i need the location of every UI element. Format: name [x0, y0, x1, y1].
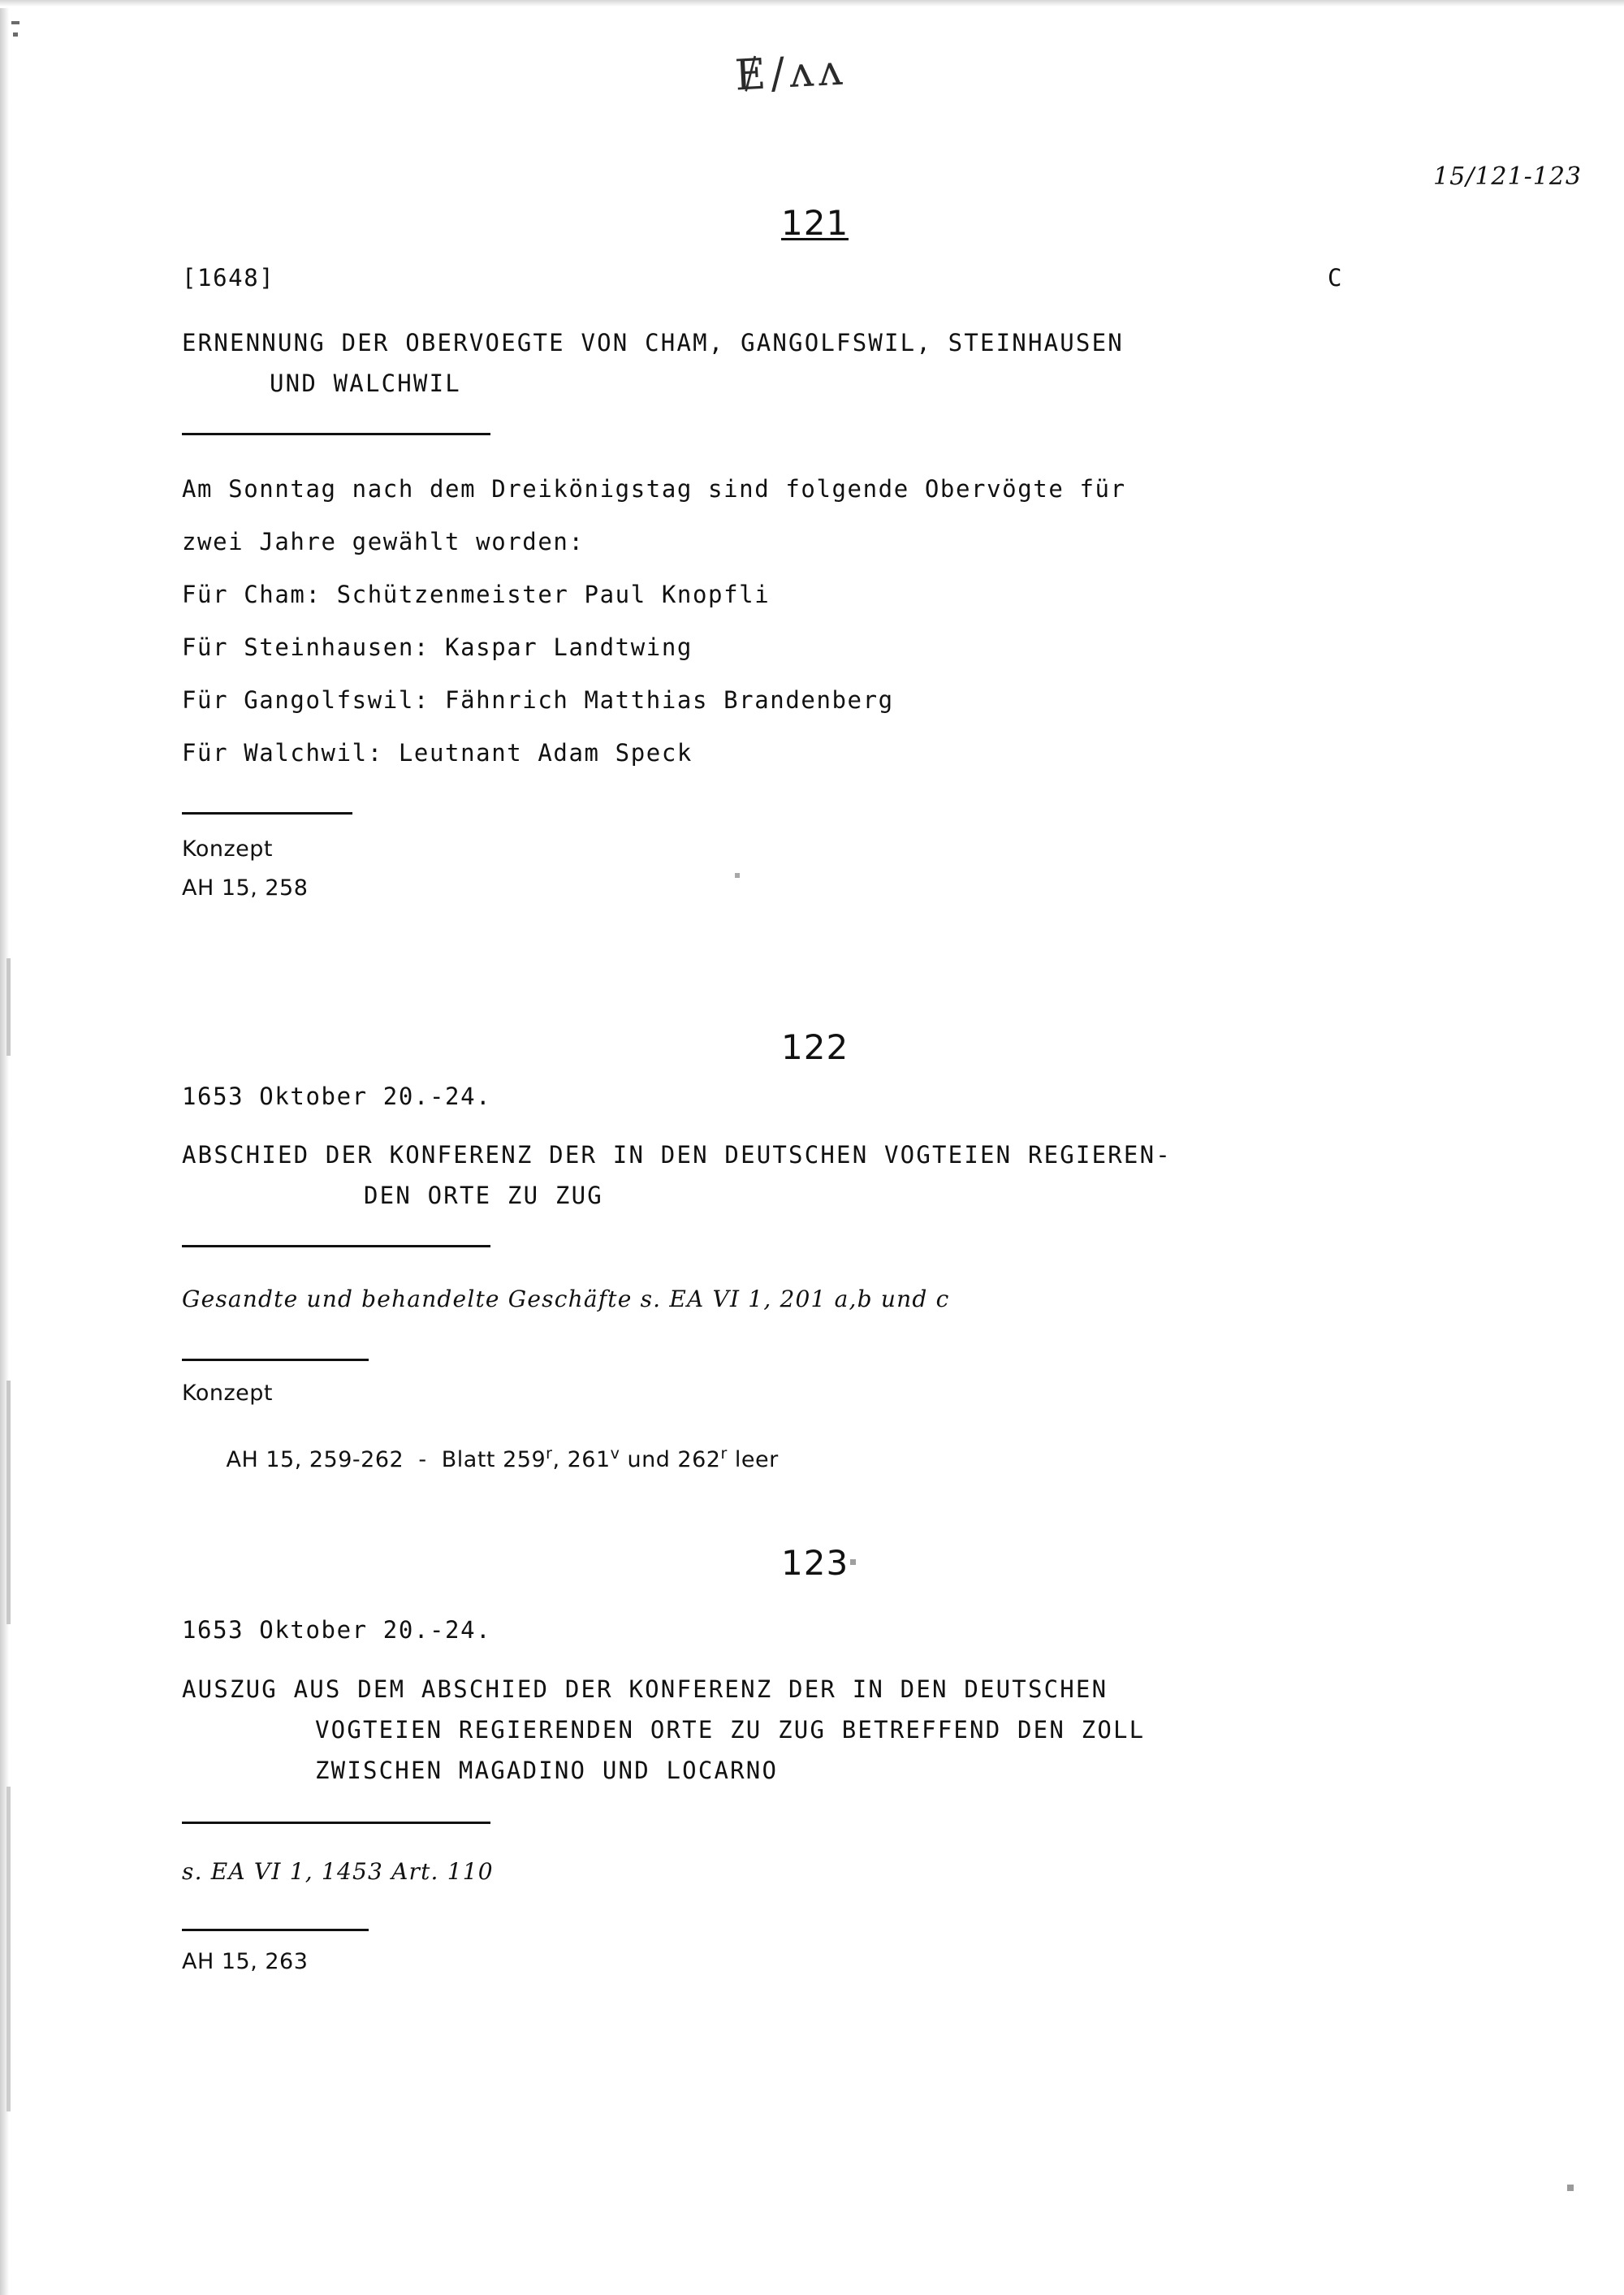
entry-123-title-line-3: ZWISCHEN MAGADINO UND LOCARNO	[315, 1757, 779, 1784]
entry-122-source-sup-2: v	[610, 1445, 620, 1463]
entry-121-title-line-2: UND WALCHWIL	[270, 370, 461, 397]
entry-number-121-text: 121	[781, 203, 849, 243]
entry-number-123-text: 123	[781, 1543, 849, 1583]
entry-122-source-sup-3: r	[720, 1445, 728, 1463]
entry-121-title-line-1: ERNENNUNG DER OBERVOEGTE VON CHAM, GANGOLFSWIL, STEINHAUSEN	[182, 329, 1124, 357]
entry-121-body-line-3: Für Cham: Schützenmeister Paul Knopfli	[182, 581, 771, 608]
entry-122-source-sup-1: r	[546, 1445, 553, 1463]
entry-123-date: 1653 Oktober 20.-24.	[182, 1616, 492, 1644]
entry-122-divider-top	[182, 1245, 490, 1247]
entry-121-right-marker: C	[1328, 264, 1344, 292]
entry-122-divider-source	[182, 1359, 369, 1361]
entry-121-body-line-6: Für Walchwil: Leutnant Adam Speck	[182, 739, 693, 767]
entry-number-123	[781, 1543, 849, 1583]
entry-122-source-line-1: Konzept	[182, 1381, 274, 1406]
entry-121-date: [1648]	[182, 264, 275, 292]
entry-122-source-prefix: AH 15, 259-262 - Blatt 259	[226, 1447, 546, 1472]
entry-121-body-line-2: zwei Jahre gewählt worden:	[182, 528, 585, 555]
folio-reference: 15/121-123	[1433, 162, 1582, 191]
entry-122-title-line-2: DEN ORTE ZU ZUG	[364, 1182, 603, 1209]
entry-123-title-line-1: AUSZUG AUS DEM ABSCHIED DER KONFERENZ DER IN DEN DEUTSCHEN	[182, 1675, 1108, 1703]
entry-122-source-mid-1: , 261	[552, 1447, 611, 1472]
entry-123-note: s. EA VI 1, 1453 Art. 110	[182, 1858, 494, 1885]
entry-122-source-line-2	[182, 1420, 779, 1498]
entry-122-source-mid-2: und 262	[620, 1447, 721, 1472]
entry-number-121	[781, 203, 849, 243]
entry-123-divider-source	[182, 1929, 369, 1931]
entry-121-source-line-1: Konzept	[182, 836, 274, 862]
entry-121-divider-top	[182, 433, 490, 435]
entry-121-divider-source	[182, 812, 352, 815]
entry-121-body-line-1: Am Sonntag nach dem Dreikönigstag sind folgende Obervögte für	[182, 475, 1126, 503]
handwritten-mark: Ɇ/ʌʌ	[733, 45, 849, 101]
entry-121-body-line-4: Für Steinhausen: Kaspar Landtwing	[182, 633, 693, 661]
entry-123-divider-top	[182, 1822, 490, 1824]
entry-122-source-suffix: leer	[727, 1447, 779, 1472]
entry-121-source-line-2: AH 15, 258	[182, 875, 309, 901]
entry-122-date: 1653 Oktober 20.-24.	[182, 1083, 492, 1110]
entry-123-title-line-2: VOGTEIEN REGIERENDEN ORTE ZU ZUG BETREFFEND DEN ZOLL	[315, 1716, 1146, 1744]
entry-number-122	[781, 1027, 849, 1067]
entry-123-source-line-1: AH 15, 263	[182, 1949, 309, 1974]
entry-122-note: Gesandte und behandelte Geschäfte s. EA VI 1, 201 a,b und c	[182, 1286, 950, 1312]
entry-121-body-line-5: Für Gangolfswil: Fähnrich Matthias Brandenberg	[182, 686, 894, 714]
entry-122-title-line-1: ABSCHIED DER KONFERENZ DER IN DEN DEUTSCHEN VOGTEIEN REGIEREN-	[182, 1141, 1172, 1169]
entry-number-122-text: 122	[781, 1027, 849, 1067]
